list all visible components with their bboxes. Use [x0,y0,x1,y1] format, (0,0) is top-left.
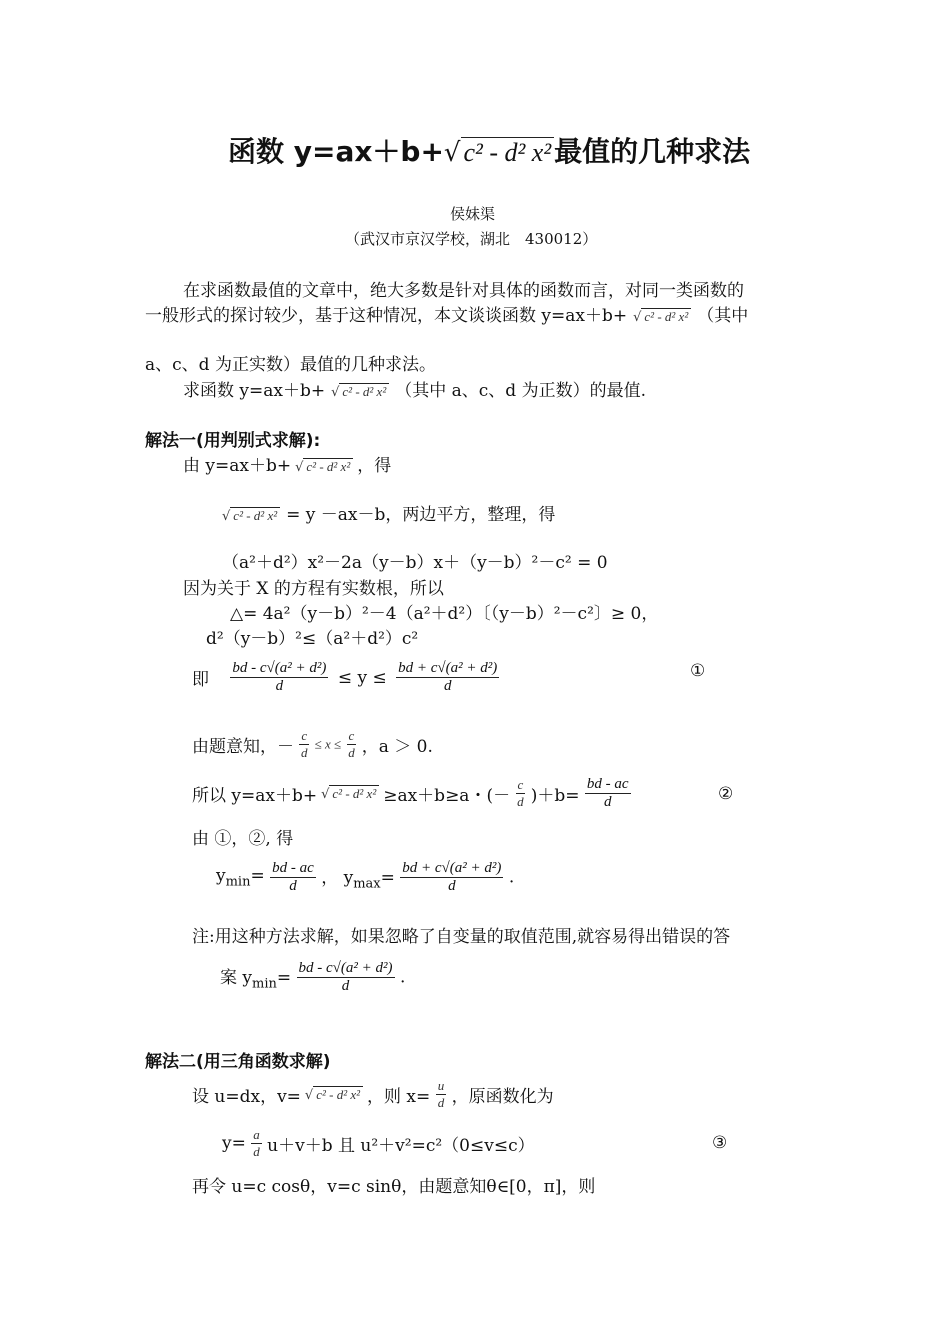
m1-line-10: 由 ①，②, 得 [192,829,294,849]
radical-inline: √ c² - d² x² [321,786,379,802]
m1-results: $y_{min}=$ $\frac{bd - ac}{d}$ ， $y_{max}=$ $\frac{\text{bd + c√(a² + d²)}}{d}$ . [216,860,515,894]
fraction-upper: $\frac{\text{bd + c√(a² + d²)}}{d}$ [398,660,498,694]
fraction-u-over-d: $\frac{u}{d}$ [437,1078,445,1110]
fraction-ymin: $\frac{bd - ac}{d}$ [272,860,314,894]
radical-inline: √ c² - d² x² [222,508,280,524]
fraction-c-over-d: $\frac{c}{d}$ [517,777,524,809]
radical-inline: √ c² - d² x² [295,459,353,475]
method2-heading: 解法二(用三角函数求解) [145,1052,331,1072]
m1-line-6: d²（y－b）²≤（a²＋d²）c² [206,629,419,649]
m1-line-8: 由题意知，－ $\frac{c}{d}$ ≤ x ≤ $\frac{c}{d}$ ，a ＞ 0. [192,728,433,760]
intro-line-4: 求函数 y=ax＋b+ √ c² - d² x² （其中 a、c、d 为正数）的最值. [183,381,646,401]
fraction-bd-ac: $\frac{bd - ac}{d}$ [586,776,629,810]
radical-inline: √ c² - d² x² [331,384,389,400]
intro-line-1: 在求函数最值的文章中，绝大多数是针对具体的函数而言，对同一类函数的 [183,281,744,301]
affiliation: （武汉市京汉学校，湖北 430012） [345,230,598,248]
equation-mark-1: ① [690,661,706,681]
title-radical: √ c² - d² x² [444,138,554,168]
radical-inline: √ c² - d² x² [305,1087,363,1103]
m1-line-1: 由 y=ax＋b+ √ c² - d² x² ，得 [183,456,392,476]
intro-line-3: a、c、d 为正实数）最值的几种求法。 [145,355,436,375]
m1-note-1: 注:用这种方法求解，如果忽略了自变量的取值范围,就容易得出错误的答 [192,927,731,947]
m1-line-2: √ c² - d² x² = y －ax－b，两边平方，整理，得 [222,505,556,525]
title-suffix: 最值的几种求法 [554,135,751,168]
m2-line-1: 设 u=dx，v= √ c² - d² x² ，则 x= $\frac{u}{d}$ ，原函数化为 [192,1078,554,1110]
equation-mark-3: ③ [712,1133,728,1153]
m1-line-7: 即 $\frac{\text{bd - c√(a² + d²)}}{d}$ ≤ y ≤ $\frac{\text{bd + c√(a² + d²)}}{d}$ [192,660,498,694]
radical-inline: √ c² - d² x² [633,309,691,325]
m2-line-3: 再令 u=c cosθ，v=c sinθ，由题意知θ∈[0，π]，则 [192,1177,596,1197]
fraction-c-over-d: $\frac{c}{d}$ [348,728,355,760]
m1-note-2: 案 $y_{min}=$ $\frac{\text{bd - c√(a² + d²)}}{d}$ . [220,960,406,994]
equation-mark-2: ② [718,784,734,804]
author: 侯妹渠 [450,205,496,223]
fraction-lower: $\frac{\text{bd - c√(a² + d²)}}{d}$ [232,660,327,694]
method1-heading: 解法一(用判别式求解): [145,431,321,451]
m1-line-9: 所以 y=ax＋b+ √ c² - d² x² ≥ax＋b≥a・(－ $\frac{c}{d}$ )＋b= $\frac{bd - ac}{d}$ [192,776,629,810]
m1-line-5: △= 4a²（y－b）²－4（a²＋d²）〔（y－b）²－c²〕≥ 0， [230,604,659,624]
m1-line-4: 因为关于 X 的方程有实数根，所以 [183,579,444,599]
fraction-ymax: $\frac{\text{bd + c√(a² + d²)}}{d}$ [402,860,502,894]
page-title [228,130,750,170]
fraction-wrong-ymin: $\frac{\text{bd - c√(a² + d²)}}{d}$ [298,960,393,994]
m2-line-2: y= $\frac{a}{d}$ u＋v＋b 且 u²＋v²=c²（0≤v≤c） [222,1127,535,1159]
fraction-c-over-d: $\frac{c}{d}$ [301,728,308,760]
title-prefix: 函数 y=ax＋b+ [228,135,444,168]
fraction-a-over-d: $\frac{a}{d}$ [253,1127,260,1159]
m1-line-3: （a²＋d²）x²－2a（y－b）x＋（y－b）²－c² = 0 [222,553,608,573]
intro-line-2: 一般形式的探讨较少，基于这种情况，本文谈谈函数 y=ax＋b+ √ c² - d² x² （其中 [145,306,749,326]
